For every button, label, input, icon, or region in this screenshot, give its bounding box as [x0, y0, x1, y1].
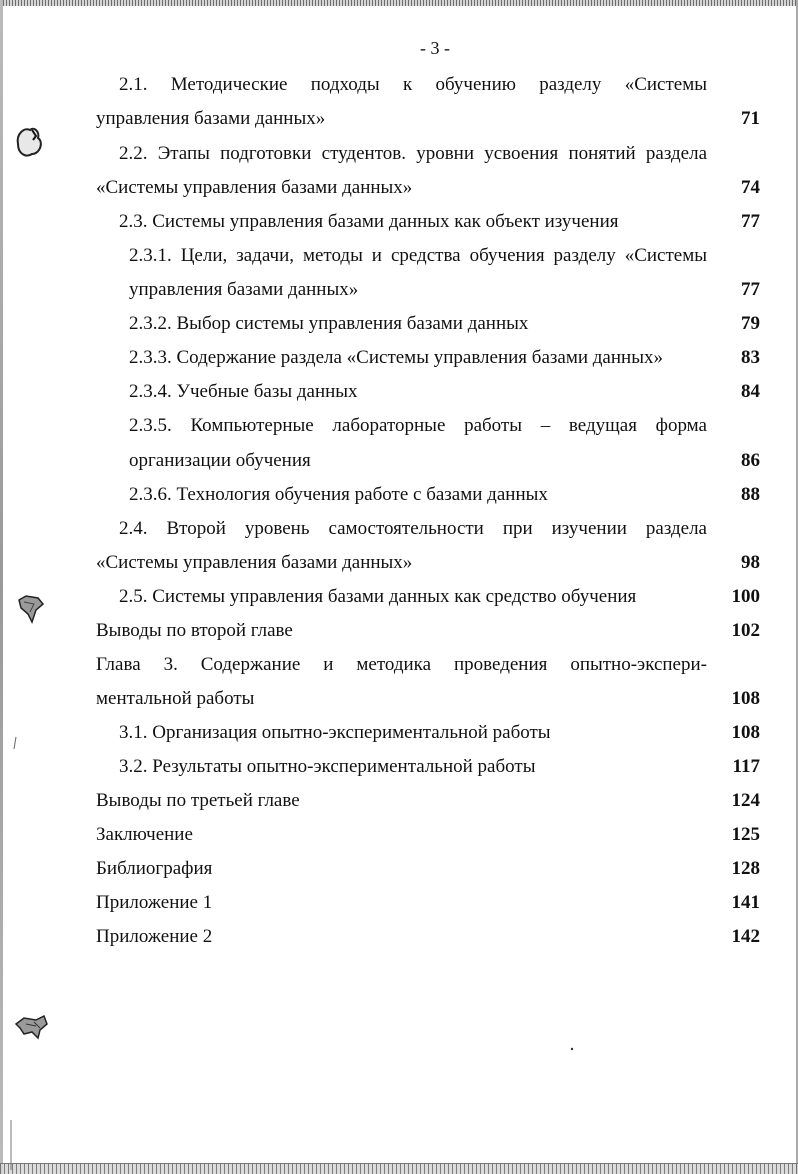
- toc-entry-line: «Системы управления базами данных»: [96, 177, 413, 198]
- toc-page-number: 108: [731, 688, 760, 709]
- toc-entry-line: 2.2. Этапы подготовки студентов. уровни усвоения понятий раздела: [119, 143, 707, 164]
- toc-entry-line: Выводы по третьей главе: [96, 790, 300, 811]
- toc-entry-line: 2.1. Методические подходы к обучению разделу «Системы: [119, 74, 707, 95]
- toc-page-number: 141: [731, 892, 760, 913]
- toc-entry-line: управления базами данных»: [96, 108, 326, 129]
- toc-page-number: 74: [741, 177, 760, 198]
- toc-page-number: 86: [741, 450, 760, 471]
- toc-entry-line: 2.3.6. Технология обучения работе с базами данных: [129, 484, 548, 505]
- toc-page-number: 77: [741, 211, 760, 232]
- toc-page-number: 88: [741, 484, 760, 505]
- toc-page-number: 128: [731, 858, 760, 879]
- toc-entry-line: организации обучения: [129, 450, 311, 471]
- toc-page-number: 98: [741, 552, 760, 573]
- toc-page-number: 79: [741, 313, 760, 334]
- toc-page-number: 71: [741, 108, 760, 129]
- toc-page-number: 108: [731, 722, 760, 743]
- toc-page-number: 142: [731, 926, 760, 947]
- toc-entry-line: 2.3.4. Учебные базы данных: [129, 381, 358, 402]
- toc-entry-line: Выводы по второй главе: [96, 620, 293, 641]
- toc-entry-line: Библиография: [96, 858, 213, 879]
- toc-page-number: 100: [731, 586, 760, 607]
- toc-entry-line: 2.3.1. Цели, задачи, методы и средства обучения разделу «Системы: [129, 245, 707, 266]
- toc-page-number: 83: [741, 347, 760, 368]
- page-number: - 3 -: [420, 38, 450, 58]
- toc-entry-line: ментальной работы: [96, 688, 255, 709]
- toc-entry-line: 2.4. Второй уровень самостоятельности при изучении раздела: [119, 518, 707, 539]
- toc-entry-line: Заключение: [96, 824, 193, 845]
- toc-entry-line: управления базами данных»: [129, 279, 359, 300]
- toc-page-number: 102: [731, 620, 760, 641]
- toc-entry-line: 2.3. Системы управления базами данных как объект изучения: [119, 211, 619, 232]
- toc-entry-line: 3.1. Организация опытно-экспериментальной работы: [119, 722, 551, 743]
- toc-entry-line: 2.5. Системы управления базами данных как средство обучения: [119, 586, 637, 607]
- toc-page-number: 77: [741, 279, 760, 300]
- toc-page-number: 84: [741, 381, 760, 402]
- toc-entry-line: «Системы управления базами данных»: [96, 552, 413, 573]
- toc-entry-line: 2.3.3. Содержание раздела «Системы управления базами данных»: [129, 347, 663, 368]
- toc-entry-line: 2.3.5. Компьютерные лабораторные работы – ведущая форма: [129, 415, 707, 436]
- toc-entry-line: 3.2. Результаты опытно-экспериментальной работы: [119, 756, 536, 777]
- toc-page-number: 125: [731, 824, 760, 845]
- toc-page-number: 124: [731, 790, 760, 811]
- toc-entry-line: Приложение 1: [96, 892, 213, 913]
- toc-entry-line: 2.3.2. Выбор системы управления базами данных: [129, 313, 529, 334]
- toc-page-number: 117: [732, 756, 760, 777]
- toc-entry-line: Глава 3. Содержание и методика проведения опытно-экспери-: [96, 654, 707, 675]
- toc-entry-line: Приложение 2: [96, 926, 213, 947]
